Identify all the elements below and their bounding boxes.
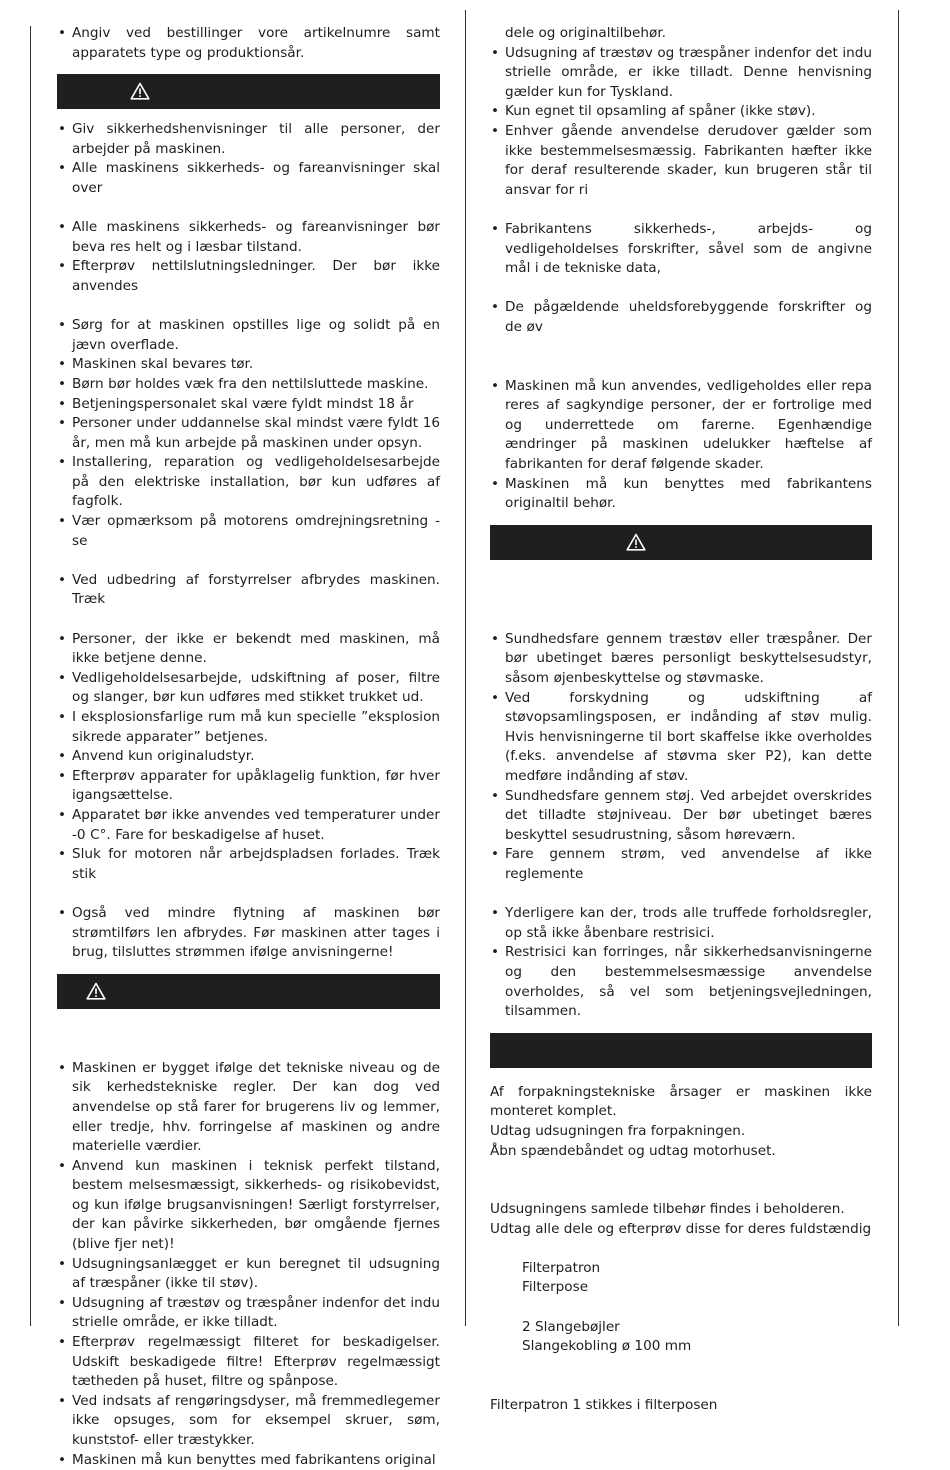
assembly-step-unpack: Udtag udsugningen fra forpakningen.	[490, 1122, 746, 1139]
list-item: • Ved udbedring af forstyrrelser afbrydes maskinen. Træk	[57, 571, 440, 610]
intro-list	[57, 24, 440, 63]
list-item: • Maskinen må kun benyttes med fabrikantens original	[57, 1451, 440, 1470]
right-margin-rule	[898, 10, 899, 1326]
warning-triangle-icon	[130, 82, 150, 100]
list-item: • Fabrikantens sikkerheds-, arbejds- og vedligeholdelses forskrifter, såvel som de angivne mål i de tekniske data,	[490, 220, 872, 279]
list-item: • Anvend kun originaludstyr.	[57, 747, 440, 767]
usage-list-c	[490, 298, 872, 337]
list-item: • Efterprøv nettilslutningsledninger. Der bør ikke anvendes	[57, 257, 440, 296]
usage-list-d	[490, 377, 872, 514]
list-item: • Enhver gående anvendelse derudover gælder som ikke bestemmelsesmæssig. Fabrikanten hæfter ikke for deraf resulterende skader, kun brugeren står til ansvar for ri	[490, 122, 872, 200]
center-rule	[465, 10, 466, 1326]
risk-list-e	[490, 630, 872, 885]
list-item: • De pågældende uheldsforebyggende forskrifter og de øv	[490, 298, 872, 337]
accessories-check: Udtag alle dele og efterprøv disse for deres fuldstændig	[490, 1220, 872, 1237]
safety-list-b	[57, 218, 440, 296]
list-item: • Giv sikkerhedshenvisninger til alle personer, der arbejder på maskinen.	[57, 120, 440, 159]
list-item: • Også ved mindre flytning af maskinen bør strømtilførs len afbrydes. Før maskinen atter tages i brug, tilsluttes strømmen ifølge anvisningerne!	[57, 904, 440, 963]
list-item: • Udsugningsanlægget er kun beregnet til udsugning af træspåner (ikke til støv).	[57, 1255, 440, 1294]
part-hose-coupling: Slangekobling ø 100 mm	[522, 1338, 692, 1355]
list-item: • Efterprøv apparater for upåklagelig funktion, før hver igangsættelse.	[57, 767, 440, 806]
list-item: • Restrisici kan forringes, når sikkerhedsanvisningerne og den bestemmelsesmæssige anvendelse overholdes, så vel som betjeningsvejledningen, tilsammen.	[490, 943, 872, 1021]
list-item: • Vedligeholdelsesarbejde, udskiftning af poser, filtre og slanger, bør kun udføres med stikket trukket ud.	[57, 669, 440, 708]
list-item: • Anvend kun maskinen i teknisk perfekt tilstand, bestem melsesmæssigt, sikkerheds- og risikobevidst, og kun ifølge brugsanvisningen! Særligt forstyrrelser, der kan påvirke sikkerheden, bør omgående fjernes (blive fjer net)!	[57, 1157, 440, 1255]
assembly-intro: Af forpakningstekniske årsager er maskinen ikke monteret komplet.	[490, 1083, 872, 1120]
list-item: • Sundhedsfare gennem støj. Ved arbejdet overskrides det tilladte støjniveau. Der bør ubetinget bæres beskyttel sesudrustning, såsom høreværn.	[490, 787, 872, 846]
list-item: • Installering, reparation og vedligeholdelsesarbejde på den elektriske installation, bør kun udføres af fagfolk.	[57, 453, 440, 512]
filter-instruction: Filterpatron 1 stikkes i filterposen	[490, 1396, 718, 1413]
list-item: • Apparatet bør ikke anvendes ved temperaturer under -0 C°. Fare for beskadigelse af huset.	[57, 806, 440, 845]
safety-list-d	[57, 571, 440, 610]
safety-list-f	[57, 904, 440, 963]
part-hose-brackets: 2 Slangebøjler	[522, 1318, 620, 1335]
safety-list-e	[57, 630, 440, 885]
list-item: • Maskinen må kun anvendes, vedligeholdes eller repa reres af sagkyndige personer, der er fortrolige med og underrettede om farerne. Egenhændige ændringer på maskinen udelukker hæftelse af fabrikanten for deraf følgende skader.	[490, 377, 872, 475]
part-filter-bag: Filterpose	[522, 1279, 589, 1296]
list-item: • Maskinen skal bevares tør.	[57, 355, 440, 375]
list-item: • Alle maskinens sikkerheds- og fareanvisninger bør beva res helt og i læsbar tilstand.	[57, 218, 440, 257]
list-item: • Maskinen er bygget ifølge det tekniske niveau og de sik kerhedstekniske regler. Der kan dog ved anvendelse op stå farer for brugerens liv og lemmer, eller tredje, hhv. forringelse af maskinen og andre materielle værdier.	[57, 1059, 440, 1157]
accessories-location: Udsugningens samlede tilbehør findes i beholderen.	[490, 1201, 845, 1218]
list-item: • Sluk for motoren når arbejdspladsen forlades. Træk stik	[57, 845, 440, 884]
usage-list-b	[490, 220, 872, 279]
warning-triangle-icon	[86, 982, 106, 1000]
warning-triangle-icon	[626, 533, 646, 551]
list-item: • Sundhedsfare gennem træstøv eller træspåner. Der bør ubetinget bæres personligt beskyttelsesudstyr, såsom øjenbeskyttelse og støvmaske.	[490, 630, 872, 689]
left-column	[57, 24, 440, 1470]
list-item: • Efterprøv regelmæssigt filteret for beskadigelser. Udskift beskadigede filtre! Efterprøv regelmæssigt tætheden på huset, filtre og spånpose.	[57, 1333, 440, 1392]
safety-list-c	[57, 316, 440, 551]
right-column	[490, 24, 872, 1415]
safety-list-a	[57, 120, 440, 198]
list-item: • Ved indsats af rengøringsdyser, må fremmedlegemer ikke opsuges, som for eksempel skruer, søm, kunststof- eller træstykker.	[57, 1392, 440, 1451]
warning-bar-3	[490, 525, 872, 560]
list-item: • Udsugning af træstøv og træspåner indenfor det indu strielle område, er ikke tilladt. Denne henvisning gælder kun for Tyskland.	[490, 44, 872, 103]
list-item: • I eksplosionsfarlige rum må kun specielle ”eksplosion sikrede apparater” betjenes.	[57, 708, 440, 747]
assembly-step-motor: Åbn spændebåndet og udtag motorhuset.	[490, 1142, 776, 1159]
list-item: • Maskinen må kun benyttes med fabrikantens originaltil behør.	[490, 475, 872, 514]
warning-bar-1	[57, 74, 440, 109]
section-bar-assembly	[490, 1033, 872, 1068]
continuation-text: dele og originaltilbehør.	[505, 25, 667, 41]
list-item: • Sørg for at maskinen opstilles lige og solidt på en jævn overflade.	[57, 316, 440, 355]
warning-bar-2	[57, 974, 440, 1009]
left-margin-rule	[30, 26, 31, 1326]
usage-list-a	[490, 44, 872, 201]
risk-list-f	[490, 904, 872, 1022]
list-item: • Yderligere kan der, trods alle truffede forholdsregler, op stå ikke åbenbare restrisici.	[490, 904, 872, 943]
list-item: • Angiv ved bestillinger vore artikelnumre samt apparatets type og produktionsår.	[57, 24, 440, 63]
safety-list-g	[57, 1059, 440, 1470]
list-item: • Børn bør holdes væk fra den nettilsluttede maskine.	[57, 375, 440, 395]
list-item: • Personer under uddannelse skal mindst være fyldt 16 år, men må kun arbejde på maskinen under opsyn.	[57, 414, 440, 453]
list-item: • Udsugning af træstøv og træspåner indenfor det indu strielle område, er ikke tilladt.	[57, 1294, 440, 1333]
list-item: • Vær opmærksom på motorens omdrejningsretning - se	[57, 512, 440, 551]
list-item: • Betjeningspersonalet skal være fyldt mindst 18 år	[57, 395, 440, 415]
part-filter-cartridge: Filterpatron	[522, 1259, 601, 1276]
list-item: • Kun egnet til opsamling af spåner (ikke støv).	[490, 102, 872, 122]
list-item: • Ved forskydning og udskiftning af støvopsamlingsposen, er indånding af støv mulig. Hvis henvisningerne til bort skaffelse ikke overholdes (f.eks. anvendelse af støvma sker P2), kan dette medføre indånding af støv.	[490, 689, 872, 787]
list-item: • Alle maskinens sikkerheds- og fareanvisninger skal over	[57, 159, 440, 198]
assembly-section	[490, 1083, 872, 1416]
list-item: • Fare gennem strøm, ved anvendelse af ikke reglemente	[490, 845, 872, 884]
list-item: • Personer, der ikke er bekendt med maskinen, må ikke betjene denne.	[57, 630, 440, 669]
